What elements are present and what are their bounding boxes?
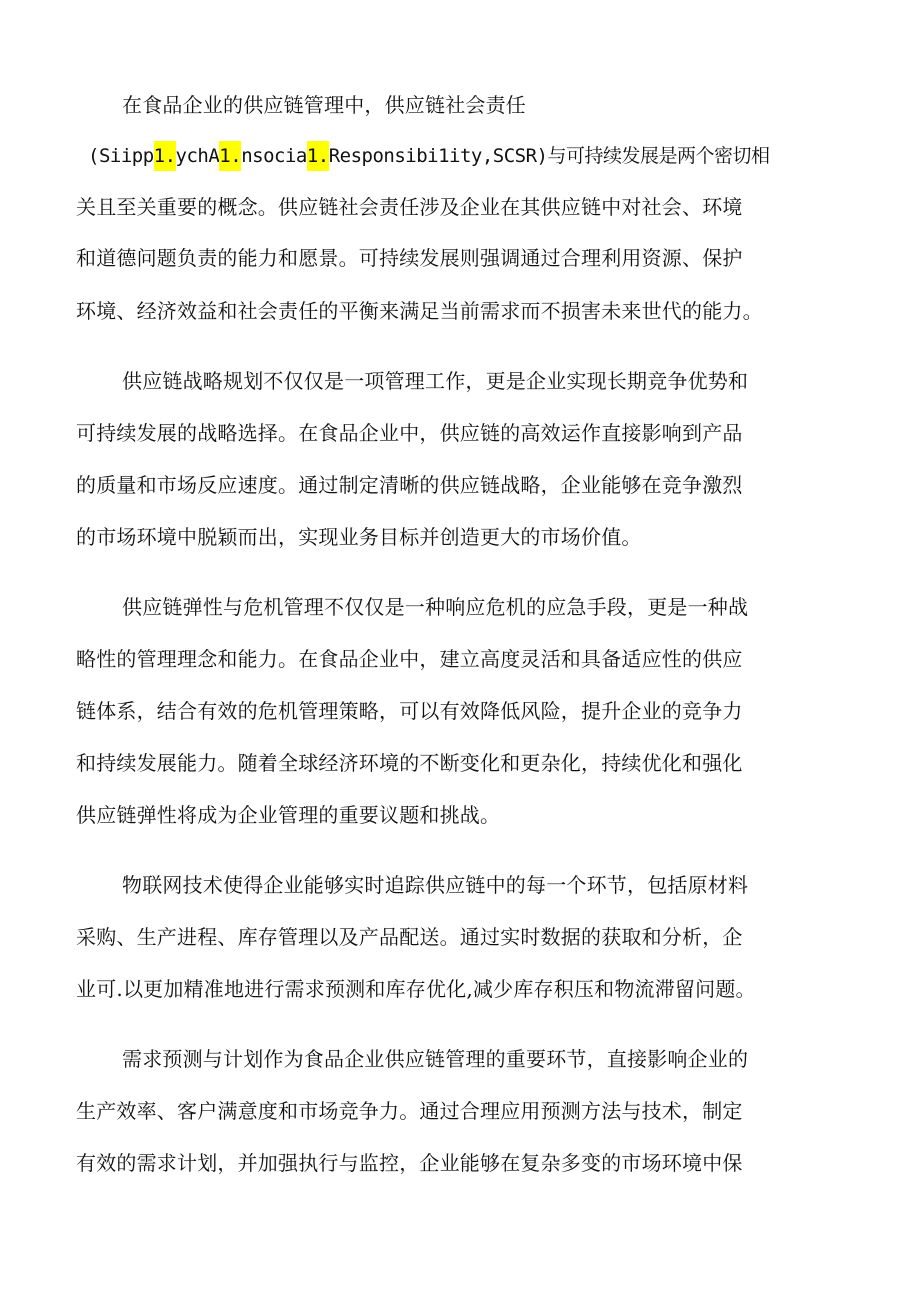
paragraph-2-line-3: 的质量和市场反应速度。通过制定清晰的供应链战略，企业能够在竞争激烈 xyxy=(76,473,743,497)
highlight-mark-2: 1. xyxy=(219,141,241,171)
paragraph-2-line-2: 可持续发展的战略选择。在食品企业中，供应链的高效运作直接影响到产品 xyxy=(76,421,743,445)
scsr-term-part-4: Responsibi1ity,SCSR)与可持续发展是两个密切相 xyxy=(328,145,770,167)
paragraph-1-line-1: 在食品企业的供应链管理中，供应链社会责任 xyxy=(122,93,526,117)
paragraph-1-line-2 xyxy=(88,140,868,171)
paragraph-2-line-1: 供应链战略规划不仅仅是一项管理工作，更是企业实现长期竞争优势和 xyxy=(122,369,749,393)
paragraph-1-line-5: 环境、经济效益和社会责任的平衡来满足当前需求而不损害未来世代的能力。 xyxy=(76,299,763,323)
highlight-mark-3: 1. xyxy=(307,141,329,171)
paragraph-1-line-3: 关且至关重要的概念。供应链社会责任涉及企业在其供应链中对社会、环境 xyxy=(76,195,743,219)
paragraph-5-line-3: 有效的需求计划，并加强执行与监控，企业能够在复杂多变的市场环境中保 xyxy=(76,1151,743,1175)
paragraph-3-line-1: 供应链弹性与危机管理不仅仅是一种响应危机的应急手段，更是一种战 xyxy=(122,595,749,619)
paragraph-3-line-5: 供应链弹性将成为企业管理的重要议题和挑战。 xyxy=(76,803,501,827)
paragraph-3-line-2: 略性的管理理念和能力。在食品企业中，建立高度灵活和具备适应性的供应 xyxy=(76,647,743,671)
paragraph-5-line-1: 需求预测与计划作为食品企业供应链管理的重要环节，直接影响企业的 xyxy=(122,1047,749,1071)
scsr-term-part-3: nsocia xyxy=(241,145,307,167)
paragraph-4-line-3: 业可.以更加精准地进行需求预测和库存优化,减少库存积压和物流滞留问题。 xyxy=(76,977,756,1001)
highlight-mark-1: 1. xyxy=(154,141,176,171)
paragraph-4-line-2: 采购、生产进程、库存管理以及产品配送。通过实时数据的获取和分析，企 xyxy=(76,925,743,949)
paragraph-3-line-3: 链体系，结合有效的危机管理策略，可以有效降低风险，提升企业的竞争力 xyxy=(76,699,743,723)
paragraph-4-line-1: 物联网技术使得企业能够实时追踪供应链中的每一个环节，包括原材料 xyxy=(122,873,749,897)
paragraph-3-line-4: 和持续发展能力。随着全球经济环境的不断变化和更杂化，持续优化和强化 xyxy=(76,751,743,775)
paragraph-1-line-4: 和道德问题负责的能力和愿景。可持续发展则强调通过合理利用资源、保护 xyxy=(76,246,743,270)
paragraph-5-line-2: 生产效率、客户满意度和市场竞争力。通过合理应用预测方法与技术，制定 xyxy=(76,1099,743,1123)
scsr-term-part-2: ychA xyxy=(175,145,220,167)
paragraph-2-line-4: 的市场环境中脱颖而出，实现业务目标并创造更大的市场价值。 xyxy=(76,525,642,549)
scsr-term-part-1: (Siipp xyxy=(88,145,154,167)
